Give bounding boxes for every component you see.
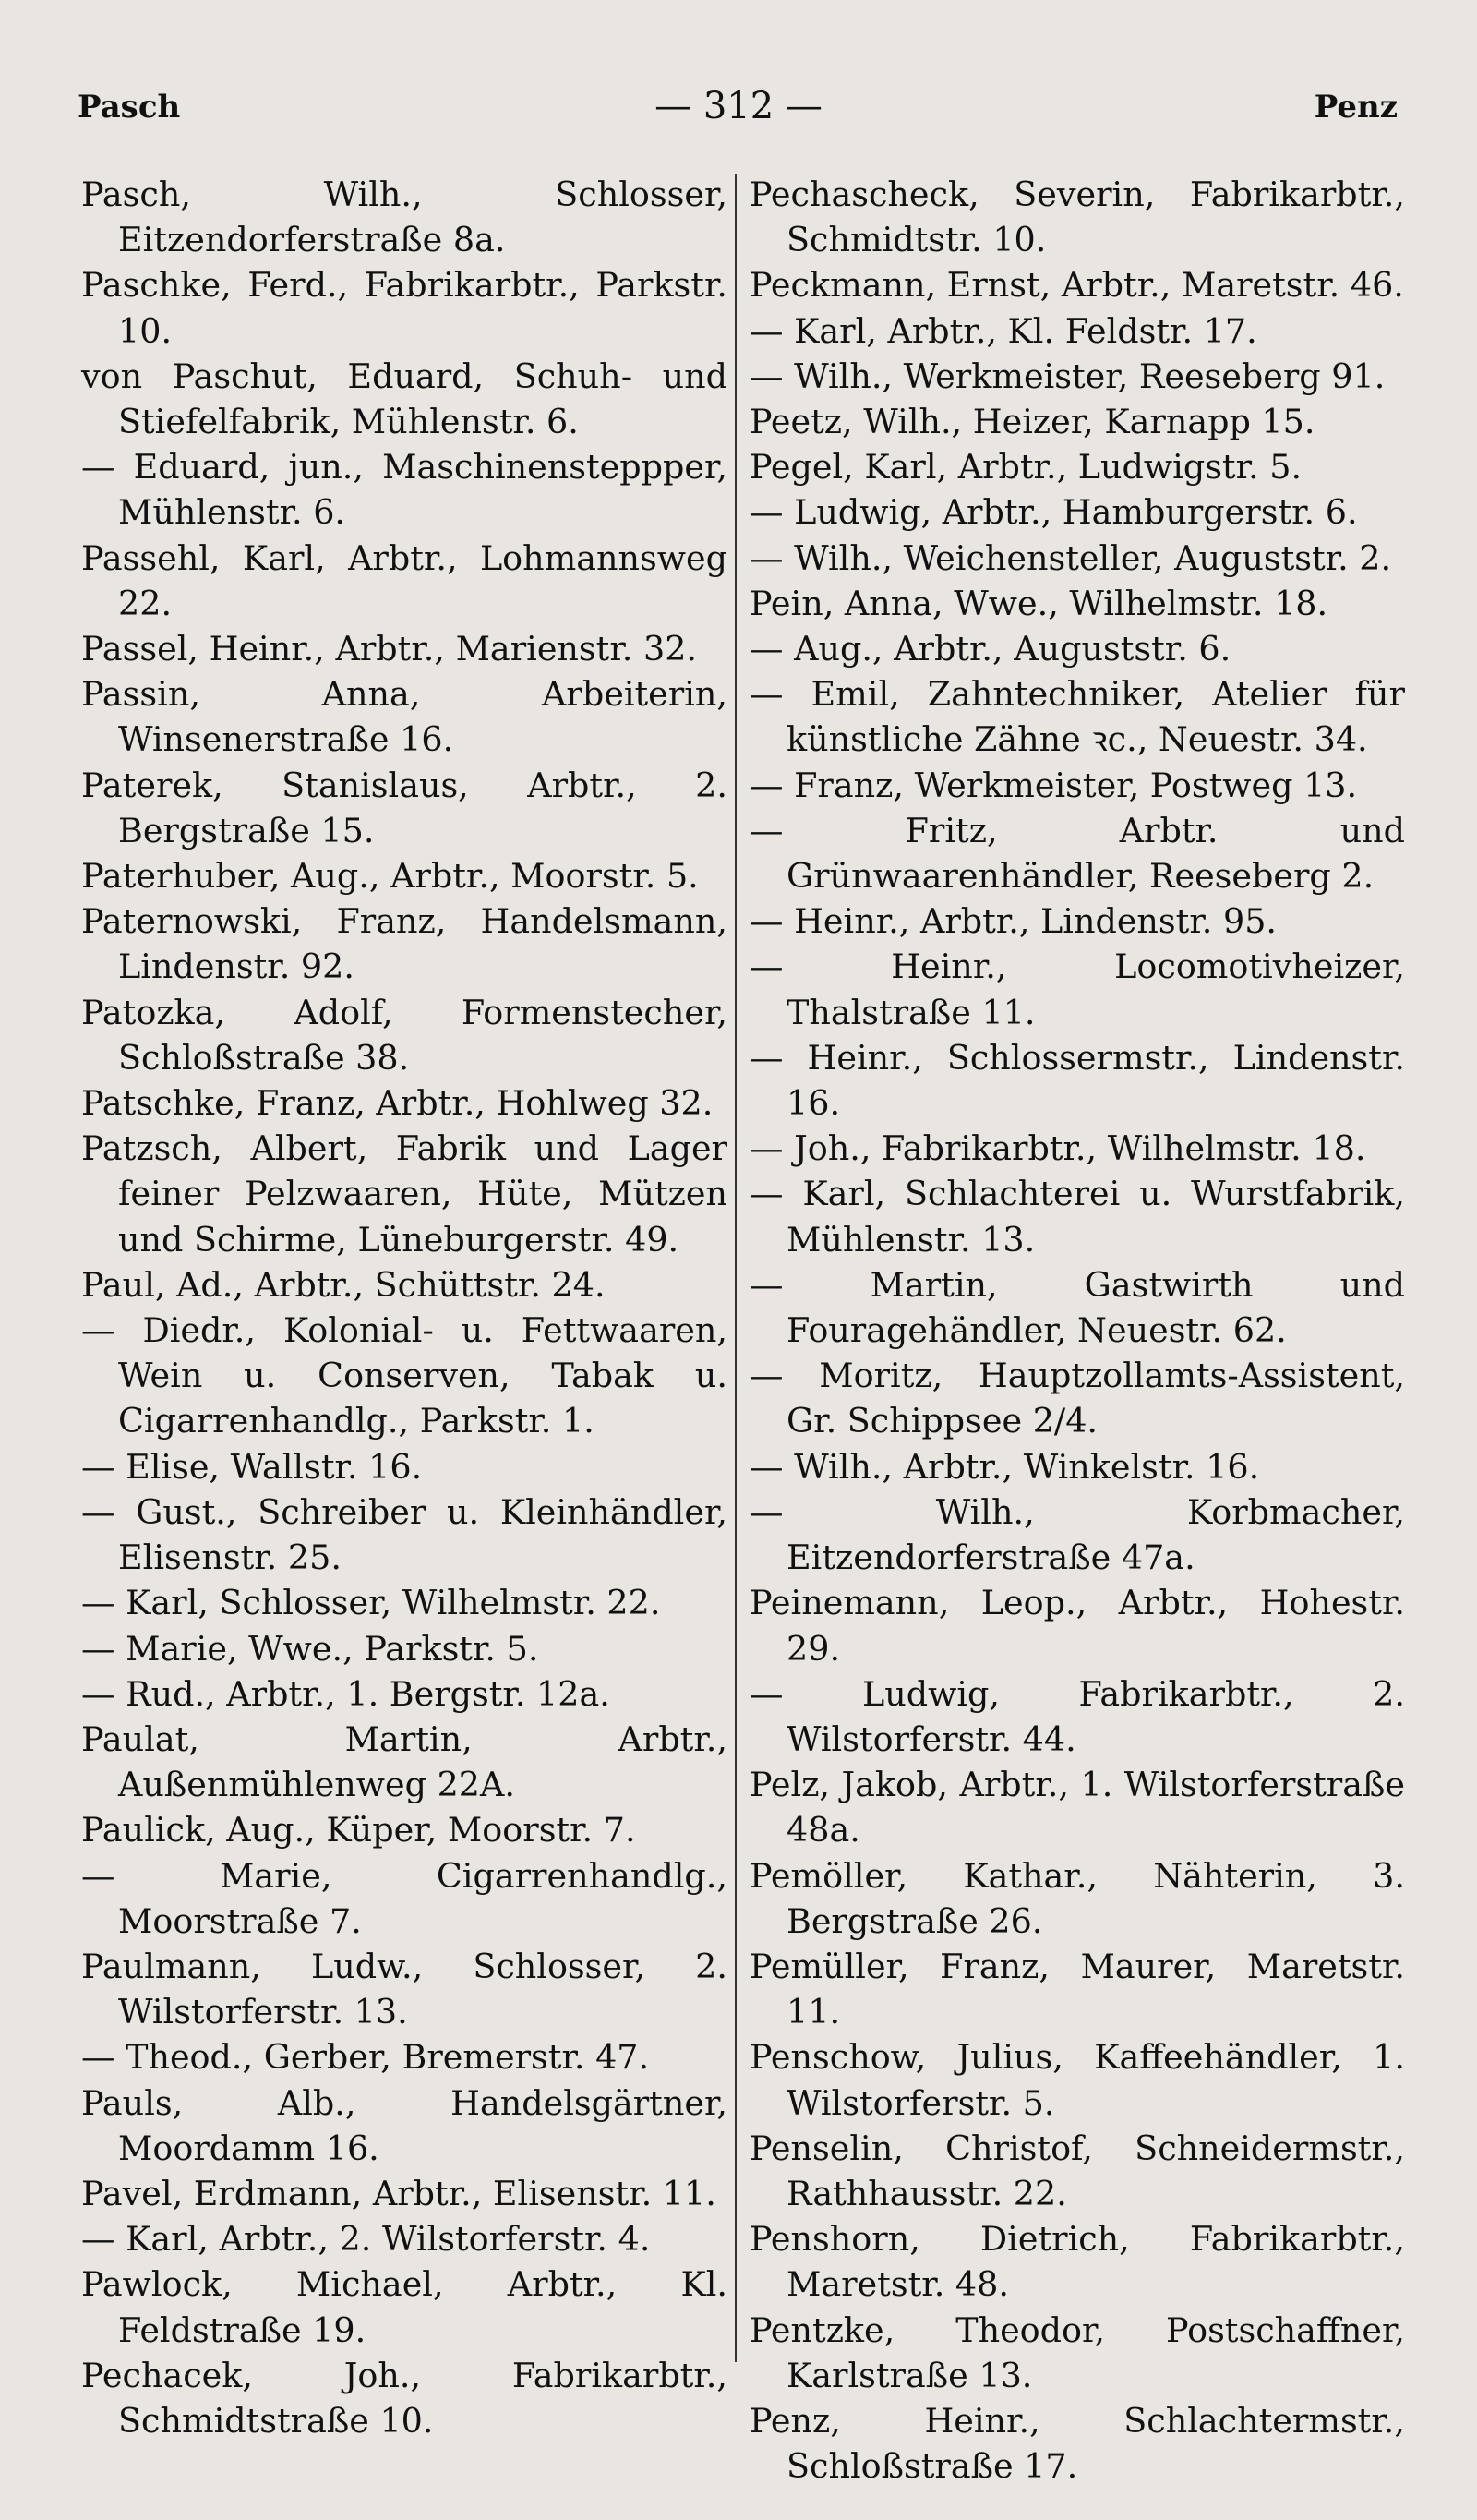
running-head-left: Pasch (78, 89, 181, 126)
directory-entry: Peetz, Wilh., Heizer, Karnapp 15. (750, 402, 1315, 442)
directory-entry: Pawlock, Michael, Arbtr., Kl. Feldstraße 19. (81, 2264, 727, 2350)
directory-entry: — Heinr., Arbtr., Lindenstr. 95. (750, 901, 1278, 942)
directory-entry: Patzsch, Albert, Fabrik und Lager feiner Pelzwaaren, Hüte, Mützen und Schirme, Lüneburgerstr. 49. (81, 1128, 727, 1260)
directory-entry: — Heinr., Schlossermstr., Lindenstr. 16. (750, 1037, 1405, 1124)
directory-entry: — Wilh., Werkmeister, Reeseberg 91. (750, 356, 1386, 396)
directory-entry: — Eduard, jun., Maschinensteppper, Mühlenstr. 6. (81, 447, 727, 533)
directory-entry: — Wilh., Korbmacher, Eitzendorferstraße 47a. (750, 1491, 1405, 1578)
directory-entry: — Aug., Arbtr., Auguststr. 6. (750, 629, 1231, 669)
left-column (81, 172, 727, 2443)
column-divider (735, 174, 737, 2362)
directory-entry: Paulmann, Ludw., Schlosser, 2. Wilstorferstr. 13. (81, 1946, 727, 2032)
directory-entry: Patozka, Adolf, Formenstecher, Schloßstraße 38. (81, 992, 727, 1078)
directory-entry: Penshorn, Dietrich, Fabrikarbtr., Maretstr. 48. (750, 2219, 1405, 2305)
directory-entry: Pein, Anna, Wwe., Wilhelmstr. 18. (750, 583, 1328, 623)
directory-entry: Paulick, Aug., Küper, Moorstr. 7. (81, 1810, 636, 1851)
directory-entry: Pemöller, Kathar., Nähterin, 3. Bergstraße 26. (750, 1855, 1405, 1941)
directory-entry: — Karl, Arbtr., 2. Wilstorferstr. 4. (81, 2219, 651, 2260)
directory-entry: — Diedr., Kolonial- u. Fettwaaren, Wein u. Conserven, Tabak u. Cigarrenhandlg., Parkstr. 1. (81, 1310, 727, 1441)
directory-entry: Passel, Heinr., Arbtr., Marienstr. 32. (81, 629, 698, 669)
directory-entry: Peckmann, Ernst, Arbtr., Maretstr. 46. (750, 265, 1404, 306)
directory-entry: — Heinr., Locomotivheizer, Thalstraße 11. (750, 947, 1405, 1032)
directory-entry: — Gust., Schreiber u. Kleinhändler, Elisenstr. 25. (81, 1491, 727, 1578)
directory-entry: — Karl, Arbtr., Kl. Feldstr. 17. (750, 310, 1257, 351)
directory-entry: von Paschut, Eduard, Schuh- und Stiefelfabrik, Mühlenstr. 6. (81, 356, 727, 442)
directory-entry: Pauls, Alb., Handelsgärtner, Moordamm 16. (81, 2082, 727, 2168)
directory-entry: — Franz, Werkmeister, Postweg 13. (750, 765, 1358, 805)
directory-entry: Pemüller, Franz, Maurer, Maretstr. 11. (750, 1946, 1405, 2032)
directory-entry: Pegel, Karl, Arbtr., Ludwigstr. 5. (750, 447, 1303, 488)
directory-entry: — Elise, Wallstr. 16. (81, 1446, 423, 1487)
directory-entry: Paternowski, Franz, Handelsmann, Lindenstr. 92. (81, 901, 727, 987)
directory-entry: Passehl, Karl, Arbtr., Lohmannsweg 22. (81, 537, 727, 623)
directory-entry: Pechacek, Joh., Fabrikarbtr., Schmidtstraße 10. (81, 2355, 727, 2441)
directory-entry: Penschow, Julius, Kaffeehändler, 1. Wilstorferstr. 5. (750, 2037, 1405, 2123)
directory-entry: Pechascheck, Severin, Fabrikarbtr., Schmidtstr. 10. (750, 175, 1405, 260)
directory-entry: Paschke, Ferd., Fabrikarbtr., Parkstr. 10. (81, 265, 727, 351)
directory-entry: Paul, Ad., Arbtr., Schüttstr. 24. (81, 1264, 606, 1305)
directory-entry: Pasch, Wilh., Schlosser, Eitzendorferstraße 8a. (81, 175, 727, 260)
directory-entry: — Marie, Wwe., Parkstr. 5. (81, 1628, 539, 1669)
directory-entry: — Ludwig, Arbtr., Hamburgerstr. 6. (750, 492, 1358, 533)
directory-entry: — Marie, Cigarrenhandlg., Moorstraße 7. (81, 1855, 727, 1941)
directory-entry: Pentzke, Theodor, Postschaffner, Karlstraße 13. (750, 2309, 1405, 2395)
directory-entry: — Moritz, Hauptzollamts-Assistent, Gr. Schippsee 2/4. (750, 1356, 1405, 1441)
directory-entry: — Emil, Zahntechniker, Atelier für künstliche Zähne ꝛc., Neuestr. 34. (750, 674, 1405, 760)
directory-entry: Pavel, Erdmann, Arbtr., Elisenstr. 11. (81, 2173, 716, 2213)
directory-entry: Passin, Anna, Arbeiterin, Winsenerstraße 16. (81, 674, 727, 760)
directory-entry: Paterek, Stanislaus, Arbtr., 2. Bergstraße 15. (81, 765, 727, 850)
directory-entry: Peinemann, Leop., Arbtr., Hohestr. 29. (750, 1583, 1405, 1669)
directory-entry: Patschke, Franz, Arbtr., Hohlweg 32. (81, 1083, 714, 1124)
page-number: — 312 — (654, 85, 823, 127)
directory-entry: — Rud., Arbtr., 1. Bergstr. 12a. (81, 1673, 610, 1714)
directory-entry: — Theod., Gerber, Bremerstr. 47. (81, 2037, 650, 2078)
directory-entry: Paterhuber, Aug., Arbtr., Moorstr. 5. (81, 856, 699, 897)
right-column (750, 172, 1405, 2489)
directory-entry: — Wilh., Weichensteller, Auguststr. 2. (750, 537, 1392, 578)
directory-entry: — Karl, Schlosser, Wilhelmstr. 22. (81, 1583, 661, 1623)
directory-entry: — Wilh., Arbtr., Winkelstr. 16. (750, 1446, 1260, 1487)
directory-entry: Pelz, Jakob, Arbtr., 1. Wilstorferstraße 48a. (750, 1765, 1405, 1851)
directory-entry: Penz, Heinr., Schlachtermstr., Schloßstraße 17. (750, 2400, 1405, 2487)
directory-entry: — Martin, Gastwirth und Fouragehändler, Neuestr. 62. (750, 1264, 1405, 1351)
directory-entry: — Fritz, Arbtr. und Grünwaarenhändler, Reeseberg 2. (750, 810, 1405, 897)
directory-entry: — Karl, Schlachterei u. Wurstfabrik, Mühlenstr. 13. (750, 1174, 1405, 1260)
directory-entry: — Ludwig, Fabrikarbtr., 2. Wilstorferstr. 44. (750, 1673, 1405, 1759)
running-head-right: Penz (1314, 89, 1398, 126)
directory-entry: Paulat, Martin, Arbtr., Außenmühlenweg 22A. (81, 1718, 727, 1805)
directory-entry: Penselin, Christof, Schneidermstr., Rathhausstr. 22. (750, 2128, 1405, 2213)
directory-entry: — Joh., Fabrikarbtr., Wilhelmstr. 18. (750, 1128, 1366, 1169)
